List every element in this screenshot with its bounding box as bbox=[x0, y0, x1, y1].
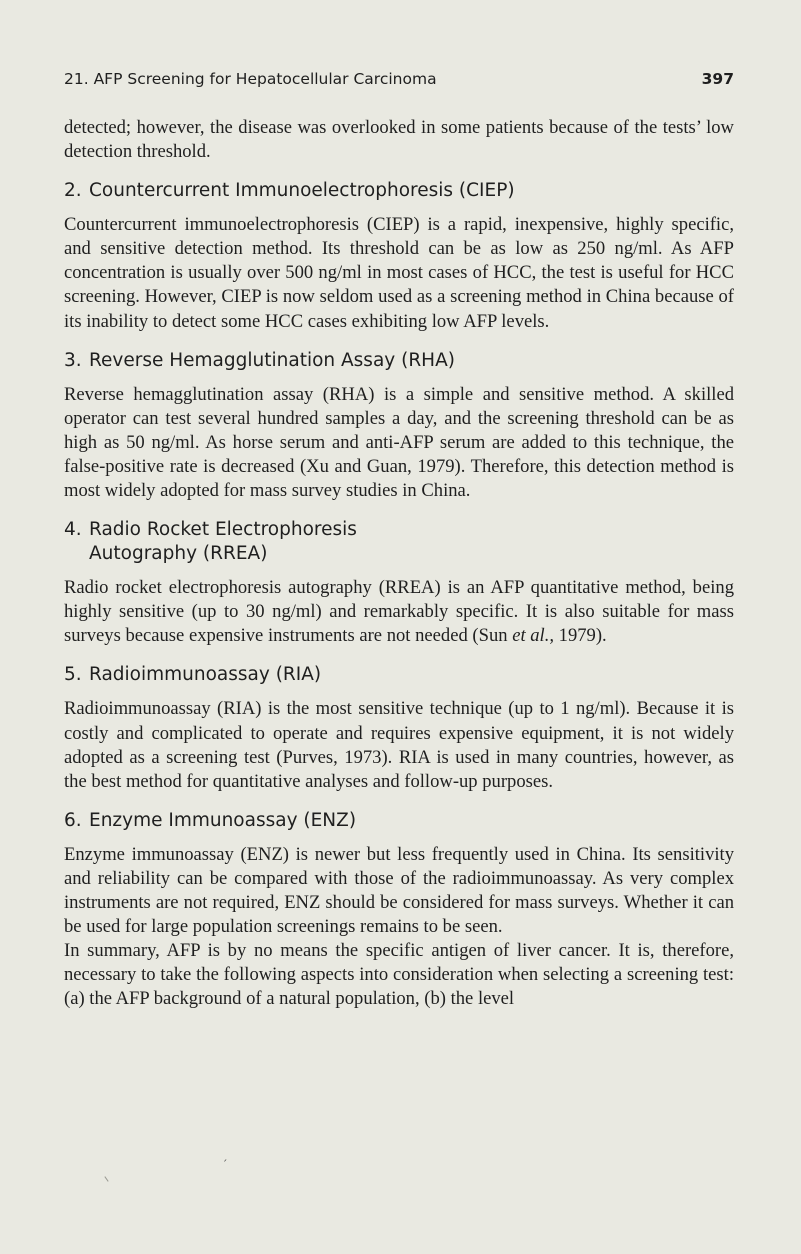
section-title: Reverse Hemagglutination Assay (RHA) bbox=[89, 349, 455, 371]
section-number: 5. bbox=[64, 664, 82, 686]
section-title: Enzyme Immunoassay (ENZ) bbox=[89, 809, 357, 831]
paragraph-enz: Enzyme immunoassay (ENZ) is newer but less frequently used in China. Its sensitivity and reliability can be compared with those of the radioimmunoassay. As very complex instruments are not required, ENZ should be considered for mass surveys. Whether it can be used for large population screenings remains to be seen. bbox=[64, 843, 734, 938]
section-title-line1: Radio Rocket Electrophoresis bbox=[89, 519, 357, 541]
body-text bbox=[64, 116, 734, 1011]
section-title-line2: Autography (RREA) bbox=[89, 543, 268, 565]
section-title: Radioimmunoassay (RIA) bbox=[89, 664, 322, 686]
stray-line bbox=[104, 1176, 108, 1181]
paragraph-text: Radio rocket electrophoresis autography (RREA) is an AFP quantitative method, being highly sensitive (up to 30 ng/ml) and remarkably specific. It is also suitable for mass surveys because expensive instruments are not needed (Sun bbox=[64, 577, 734, 647]
paragraph-rha: Reverse hemagglutination assay (RHA) is a simple and sensitive method. A skilled operator can test several hundred samples a day, and the screening threshold can be as high as 50 ng/ml. As horse serum and anti-AFP serum are added to this technique, the false-positive rate is decreased (Xu and Guan, 1979). Therefore, this detection method is most widely adopted for mass survey studies in China. bbox=[64, 383, 734, 502]
section-number: 6. bbox=[64, 809, 82, 831]
section-heading-enz bbox=[64, 809, 734, 833]
section-heading-rrea bbox=[64, 518, 734, 566]
paragraph-ciep: Countercurrent immunoelectrophoresis (CIEP) is a rapid, inexpensive, highly specific, and sensitive detection method. Its threshold can be as low as 250 ng/ml. As AFP concentration is usually over 500 ng/ml in most cases of HCC, the test is useful for HCC screening. However, CIEP is now seldom used as a screening method in China because of its inability to detect some HCC cases exhibiting low AFP levels. bbox=[64, 214, 734, 332]
section-heading-rha bbox=[64, 349, 734, 373]
section-heading-ciep bbox=[64, 179, 734, 203]
paragraph-ria: Radioimmunoassay (RIA) is the most sensitive technique (up to 1 ng/ml). Because it is costly and complicated to operate and requires expensive equipment, it is not widely adopted as a screening test (Purves, 1973). RIA is used in many countries, however, as the best method for quantitative analyses and follow-up purposes. bbox=[64, 698, 734, 792]
citation-italic: et al., bbox=[512, 625, 555, 647]
page-number: 397 bbox=[701, 70, 734, 88]
intro-paragraph: detected; however, the disease was overlooked in some patients because of the tests’ low detection threshold. bbox=[64, 117, 734, 163]
section-number: 2. bbox=[64, 180, 82, 202]
section-heading-ria bbox=[64, 663, 734, 687]
paragraph-text-end: 1979). bbox=[554, 625, 607, 647]
paragraph-summary: In summary, AFP is by no means the specific antigen of liver cancer. It is, therefore, necessary to take the following aspects into consideration when selecting a screening test: (a) the AFP background of a natural population, (b) the level bbox=[64, 940, 734, 1010]
section-title: Countercurrent Immunoelectrophoresis (CIEP) bbox=[89, 180, 515, 202]
paragraph-rrea bbox=[64, 576, 734, 648]
running-header bbox=[64, 70, 734, 94]
chapter-title: 21. AFP Screening for Hepatocellular Carcinoma bbox=[64, 70, 437, 88]
section-number: 3. bbox=[64, 349, 82, 371]
stray-mark: ´ bbox=[222, 1158, 228, 1171]
section-number: 4. bbox=[64, 519, 82, 541]
